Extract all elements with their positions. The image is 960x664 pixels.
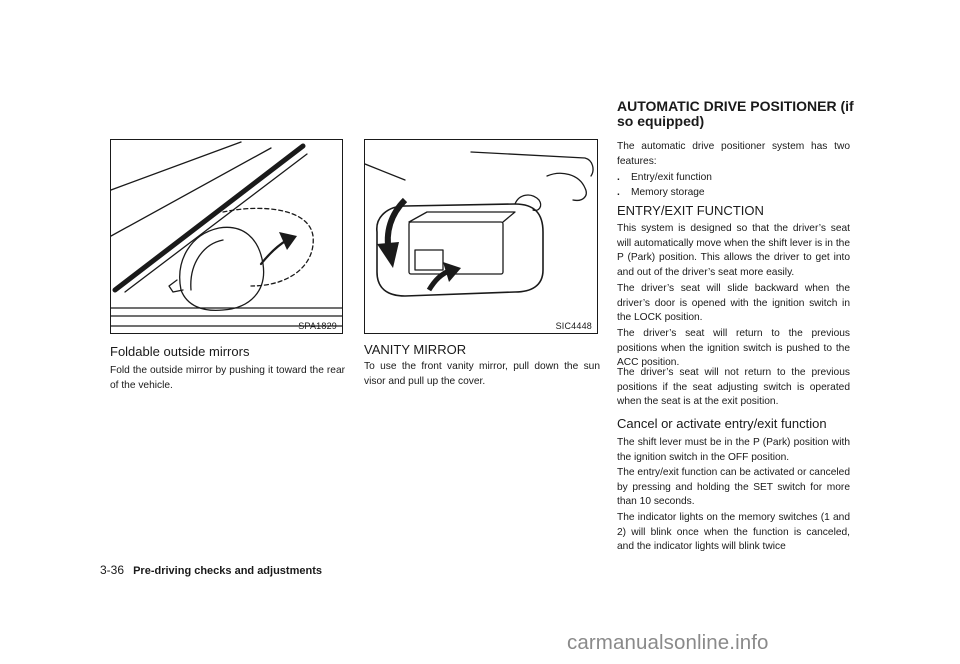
para-cancel-1: The shift lever must be in the P (Park) position with the ignition switch in the OFF position. <box>617 437 850 463</box>
heading-auto-drive-positioner-line1: AUTOMATIC DRIVE POSITIONER (if <box>617 98 854 114</box>
heading-vanity-mirror: VANITY MIRROR <box>364 342 467 357</box>
para-foldable-mirrors: Fold the outside mirror by pushing it toward the rear of the vehicle. <box>110 365 345 391</box>
vanity-mirror-illustration <box>365 140 598 334</box>
heading-entry-exit-function: ENTRY/EXIT FUNCTION <box>617 203 764 218</box>
para-entry-exit-3: The driver’s seat will return to the previous positions when the ignition switch is pushed to the ACC position. <box>617 328 850 369</box>
heading-auto-drive-positioner-line2: so equipped) <box>617 113 705 129</box>
para-entry-exit-1: This system is designed so that the driver’s seat will automatically move when the shift lever is in the P (Park) position. This allows the driver to get into and out of the driver’s seat more easily. <box>617 223 850 278</box>
bullet-label: Entry/exit function <box>631 172 712 183</box>
page-number: 3-36 <box>100 563 125 577</box>
figure-code: SPA1829 <box>298 321 337 331</box>
figure-code: SIC4448 <box>555 321 592 331</box>
outside-mirror-illustration <box>111 140 343 334</box>
bullet-label: Memory storage <box>631 187 705 198</box>
para-cancel-3: The indicator lights on the memory switches (1 and 2) will blink once when the function is canceled, and the indicator lights will blink twice <box>617 512 850 553</box>
heading-cancel-activate: Cancel or activate entry/exit function <box>617 416 827 431</box>
para-entry-exit-2: The driver’s seat will slide backward when the driver’s door is opened with the ignition switch in the LOCK position. <box>617 283 850 324</box>
chapter-title: Pre-driving checks and adjustments <box>133 565 322 577</box>
para-entry-exit-4: The driver’s seat will not return to the previous positions if the seat adjusting switch is operated when the seat is at the exit position. <box>617 367 850 408</box>
heading-foldable-mirrors: Foldable outside mirrors <box>110 344 250 359</box>
para-cancel-2: The entry/exit function can be activated or canceled by pressing and holding the SET switch for more than 10 seconds. <box>617 467 850 508</box>
page-footer <box>100 563 322 577</box>
figure-outside-mirror <box>110 139 343 334</box>
site-watermark: carmanualsonline.info <box>567 631 769 654</box>
figure-vanity-mirror <box>364 139 598 334</box>
para-intro: The automatic drive positioner system has two features: <box>617 141 850 167</box>
bullet-item: . Entry/exit function <box>617 172 712 183</box>
bullet-item: . Memory storage <box>617 187 705 198</box>
para-vanity-mirror: To use the front vanity mirror, pull down the sun visor and pull up the cover. <box>364 361 600 387</box>
